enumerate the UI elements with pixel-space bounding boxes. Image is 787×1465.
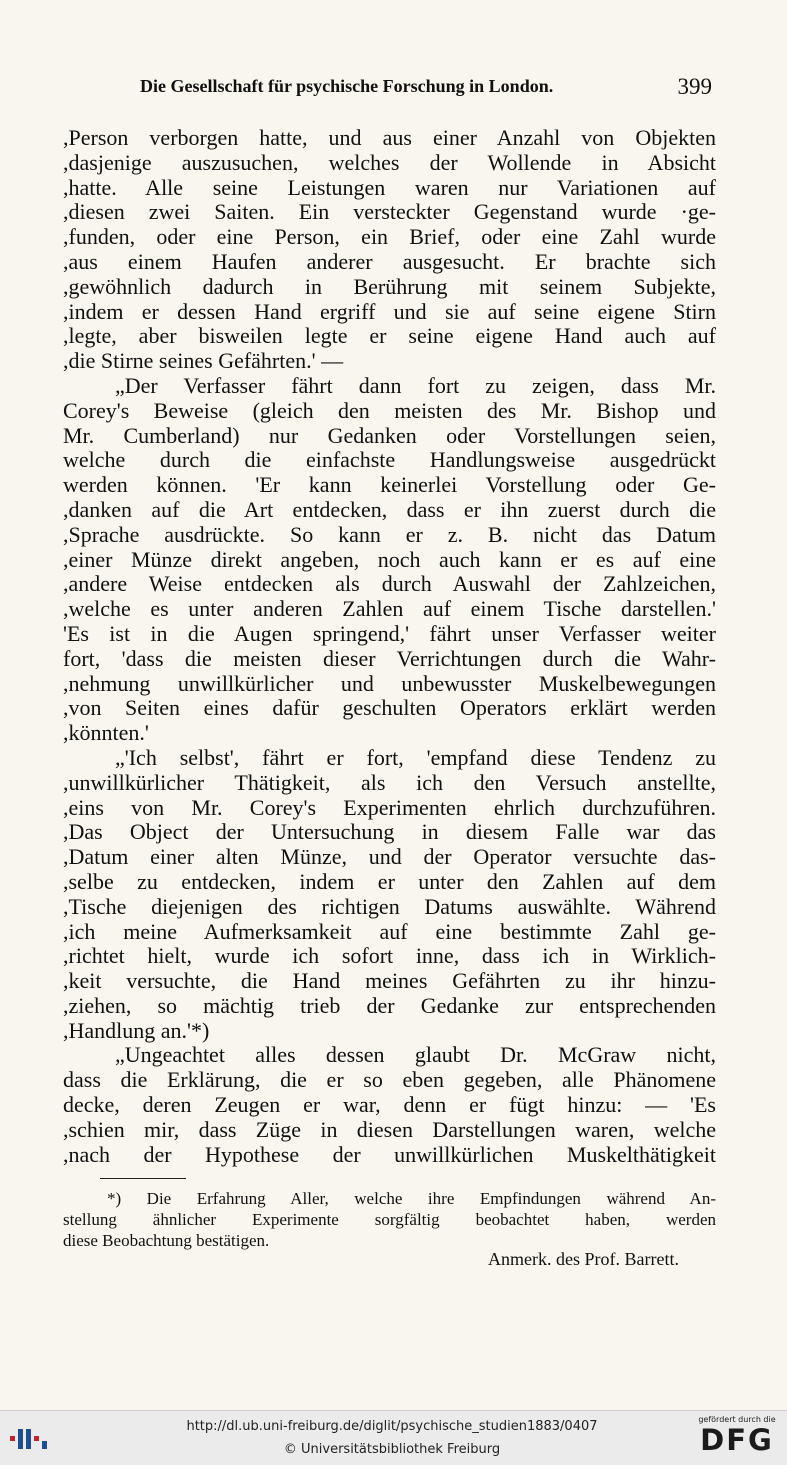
page-number: 399 bbox=[677, 74, 712, 99]
copyright-notice: © Universitätsbibliothek Freiburg bbox=[283, 1442, 501, 1457]
text-line: ,funden, oder eine Person, ein Brief, oder eine Zahl wurde bbox=[63, 225, 716, 250]
text-line: ,einer Münze direkt angeben, noch auch kann er es auf eine bbox=[63, 547, 716, 572]
text-line: ,selbe zu entdecken, indem er unter den Zahlen auf dem bbox=[63, 869, 716, 894]
dfg-logo bbox=[695, 1415, 779, 1463]
text-line: decke, deren Zeugen er war, denn er fügt hinzu: — 'Es bbox=[63, 1093, 716, 1118]
text-line: ,Das Object der Untersuchung in diesem Falle war das bbox=[63, 820, 716, 845]
text-line: ,Sprache ausdrückte. So kann er z. B. nicht das Datum bbox=[63, 522, 716, 547]
text-line: ,ziehen, so mächtig trieb der Gedanke zur entsprechenden bbox=[63, 993, 716, 1018]
footnote-line: diese Beobachtung bestätigen. bbox=[63, 1231, 270, 1250]
text-line: ,von Seiten eines dafür geschulten Operators erklärt werden bbox=[63, 696, 716, 721]
text-line: ,Datum einer alten Münze, und der Operator versuchte das- bbox=[63, 845, 716, 870]
text-line: dass die Erklärung, die er so eben gegeben, alle Phänomene bbox=[63, 1068, 716, 1093]
text-line: ,diesen zwei Saiten. Ein versteckter Gegenstand wurde ·ge- bbox=[63, 200, 716, 225]
footnote-signature: Anmerk. des Prof. Barrett. bbox=[488, 1249, 679, 1269]
text-line: ,Person verborgen hatte, und aus einer Anzahl von Objekten bbox=[63, 126, 716, 150]
text-line: ,welche es unter anderen Zahlen auf einem Tische darstellen.' bbox=[63, 597, 716, 622]
source-url-link[interactable]: http://dl.ub.uni-freiburg.de/diglit/psychische_studien1883/0407 bbox=[186, 1419, 598, 1434]
text-line: ,nach der Hypothese der unwillkürlichen Muskelthätigkeit bbox=[63, 1142, 716, 1167]
text-line: ,Handlung an.'*) bbox=[63, 1018, 210, 1043]
text-line: ,unwillkürlicher Thätigkeit, als ich den Versuch anstellte, bbox=[63, 770, 716, 795]
running-head bbox=[60, 74, 718, 102]
text-line: ,aus einem Haufen anderer ausgesucht. Er brachte sich bbox=[63, 249, 716, 274]
text-line: ,die Stirne seines Gefährten.' — bbox=[63, 349, 344, 374]
running-title: Die Gesellschaft für psychische Forschung in London. bbox=[140, 76, 554, 96]
dfg-mark: DFG bbox=[700, 1423, 774, 1457]
paragraph-start-line: „Der Verfasser fährt dann fort zu zeigen, dass Mr. bbox=[115, 373, 716, 398]
text-line: ,könnten.' bbox=[63, 721, 149, 746]
paragraph-start-line: „Ungeachtet alles dessen glaubt Dr. McGraw nicht, bbox=[115, 1043, 716, 1068]
text-line: ,Tische diejenigen des richtigen Datums auswählte. Während bbox=[63, 894, 716, 919]
footnote-divider bbox=[100, 1178, 186, 1179]
text-line: ,danken auf die Art entdecken, dass er ihn zuerst durch die bbox=[63, 497, 716, 522]
text-line: ,andere Weise entdecken als durch Auswahl der Zahlzeichen, bbox=[63, 572, 716, 597]
text-line: werden können. 'Er kann keinerlei Vorstellung oder Ge- bbox=[63, 473, 716, 498]
text-line: ,nehmung unwillkürlicher und unbewusster Muskelbewegungen bbox=[63, 671, 716, 696]
paragraph-start-line: „'Ich selbst', fährt er fort, 'empfand diese Tendenz zu bbox=[115, 745, 716, 770]
text-line: ,hatte. Alle seine Leistungen waren nur Variationen auf bbox=[63, 175, 716, 200]
text-line: fort, 'dass die meisten dieser Verrichtungen durch die Wahr- bbox=[63, 646, 716, 671]
text-line: Mr. Cumberland) nur Gedanken oder Vorstellungen seien, bbox=[63, 423, 716, 448]
dfg-funding-note: gefördert durch die bbox=[698, 1415, 776, 1424]
text-line: welche durch die einfachste Handlungsweise ausgedrückt bbox=[63, 448, 716, 473]
footnote-line: *) Die Erfahrung Aller, welche ihre Empfindungen während An- bbox=[107, 1189, 716, 1208]
text-line: ,eins von Mr. Corey's Experimenten ehrlich durchzuführen. bbox=[63, 795, 716, 820]
text-line: ,keit versuchte, die Hand meines Gefährten zu ihr hinzu- bbox=[63, 969, 716, 994]
footnote-line: stellung ähnlicher Experimente sorgfältig beobachtet haben, werden bbox=[63, 1210, 716, 1229]
text-line: ,legte, aber bisweilen legte er seine eigene Hand auch auf bbox=[63, 324, 716, 349]
text-line: 'Es ist in die Augen springend,' fährt unser Verfasser weiter bbox=[63, 621, 716, 646]
text-line: ,schien mir, dass Züge in diesen Darstellungen waren, welche bbox=[63, 1117, 716, 1142]
text-line: ,dasjenige auszusuchen, welches der Wollende in Absicht bbox=[63, 150, 716, 175]
text-line: ,ich meine Aufmerksamkeit auf eine bestimmte Zahl ge- bbox=[63, 919, 716, 944]
text-line: ,gewöhnlich dadurch in Berührung mit seinem Subjekte, bbox=[63, 274, 716, 299]
text-line: Corey's Beweise (gleich den meisten des Mr. Bishop und bbox=[63, 398, 716, 423]
text-line: ,richtet hielt, wurde ich sofort inne, dass ich in Wirklich- bbox=[63, 944, 716, 969]
viewer-footer bbox=[0, 1410, 787, 1465]
text-line: ,indem er dessen Hand ergriff und sie auf seine eigene Stirn bbox=[63, 299, 716, 324]
body-text bbox=[63, 126, 716, 1167]
footnote bbox=[63, 1188, 716, 1251]
library-logo-icon bbox=[8, 1425, 52, 1453]
